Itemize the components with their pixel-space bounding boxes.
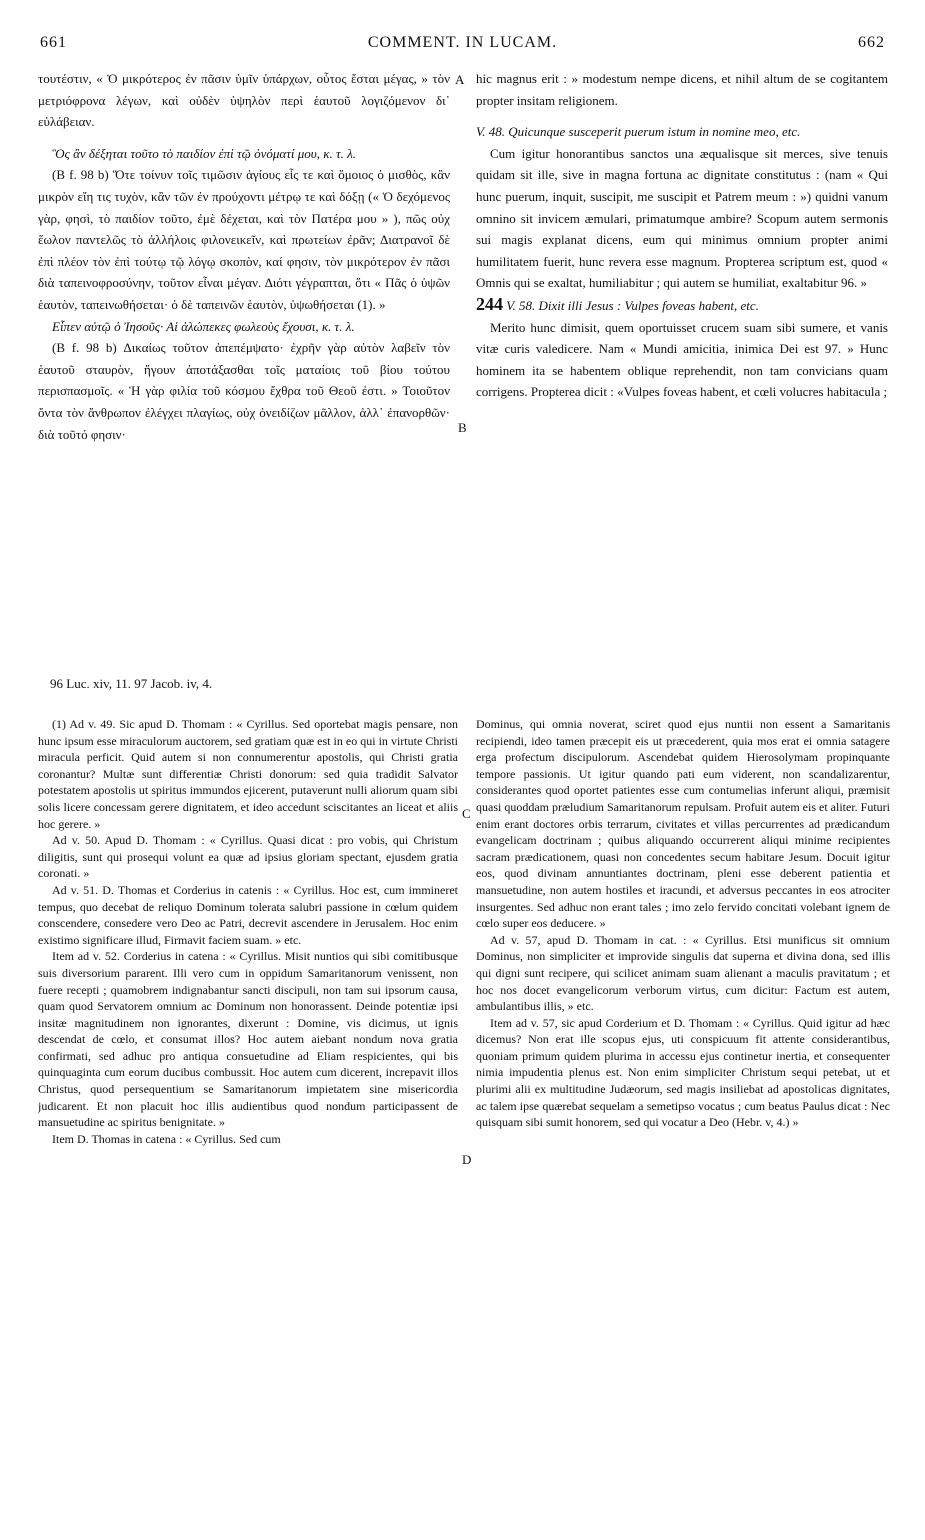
latin-lemma: V. 58. Dixit illi Jesus : Vulpes foveas habent, etc. [506,297,759,313]
note-paragraph: Ad v. 51. D. Thomas et Corderius in catenis : « Cyrillus. Hoc est, cum immineret tempus, quo decebat de reliquo Dominum tolerata salubri passione in cœlum quidem conscendere, consedere vero Deo ac Patri, decrevit ascendere in Jerusalem. Hoc enim existimo significare illud, Firmavit faciem suam. » etc. [38,882,458,947]
notes-left-column [38,716,458,1147]
note-paragraph: Ad v. 50. Apud D. Thomam : « Cyrillus. Quasi dicat : pro vobis, qui Christum diligitis, sunt qui prosequi volunt ea quæ ad ipsius gloriam spectant, ejusdem gratia coronati. » [38,833,458,881]
note-paragraph: Dominus, qui omnia noverat, sciret quod ejus nuntii non essent a Samaritanis recipiendi, ideo tamen præcepit eis ut præcederent, quia mos erat ei omnia satagere erga profectum discipulorum. Ascendebat quidem Hierosolymam propinquante tempore passionis. Ut igitur quando pati eum viderent, non scandalizarentur, considerantes quod oportet patientes esse cum contumelias inferunt aliqui, præmisit quasi quoddam præludium Samaritanorum repulsam. Profuit autem eis et aliter. Futuri enim erant doctores orbis terrarum, civitates et villas percurrentes ad prædicandum evangelicam doctrinam ; quibus aliquando occurrerent aliqui minime recipientes sacram prædicationem, quasi non concedentes secum habitare Jesum. Docuit igitur eos, quod divinam annuntiantes doctrinam, pleni esse deberent patientia et mansuetudine, non autem hostiles et iracundi, et adversus peccantes in eos atrociter insurgentes. Sed adhuc non erant tales ; imo zelo fervido concitati volebant ignem de cœlo super eos deducere. » [476,717,890,931]
greek-paragraph: (B f. 98 b) Ὅτε τοίνυν τοῖς τιμῶσιν ἁγίους εἷς τε καὶ ὅμοιος ὁ μισθὸς, κἂν μικρὸν εἴη τις τυχὸν, κἂν τῶν ἐν προύχοντι μέτρῳ τε καὶ δόξῃ (« Ὁ δεχόμενος γὰρ, φησὶ, τὸ παιδίον τοῦτο, ἐμὲ δέχεται, καὶ τὸν Πατέρα μου » ), πῶς οὐχ ἕωλον παντελῶς τὸ ἀλλήλοις φιλονεικεῖν, καὶ πρωτείων ἐρᾶν; Διατρανοῖ δὲ ἐπὶ πλέον τὸν ἐπὶ τούτῳ τῷ λόγῳ σκοπὸν, καί φησιν, τὸν μικρότερον ἐν πᾶσι διὰ ταπεινοφροσύνην, τοῦτον εἶναι μέγαν. Διότι γέγραπται, ὅτι « Πᾶς ὁ ὑψῶν ἑαυτὸν, ταπεινωθήσεται· ὁ δὲ ταπεινῶν ἑαυτὸν, ὑψωθήσεται (1). » [38,167,450,312]
latin-paragraph: hic magnus erit : » modestum nempe dicens, et nihil altum de se cogitantem propter insitam religionem. [476,71,888,108]
notes-right-column [476,716,890,1131]
left-page-number: 661 [40,34,67,51]
latin-paragraph: Merito hunc dimisit, quem oportuisset crucem suam sibi sumere, et vanis vitæ curis valedicere. Nam « Mundi amicitia, inimica Dei est 97. » Hunc hominem ita se habentem oblique reprehendit, non tam convicians quam corrigens. Propterea dicit : «Vulpes foveas habent, et cœli volucres habitacula ; [476,319,888,400]
greek-paragraph: τουτέστιν, « Ὁ μικρότερος ἐν πᾶσιν ὑμῖν ὑπάρχων, οὗτος ἔσται μέγας, » τὸν μετριόφρονα λέγων, καὶ οὐδὲν ὑψηλὸν περὶ ἑαυτοῦ λογιζόμενον δι᾽ εὐλάβειαν. [38,71,450,130]
right-page-number: 662 [858,34,885,51]
greek-lemma: Εἶπεν αὐτῷ ὁ Ἰησοῦς· Αἱ ἀλώπεκες φωλεοὺς ἔχουσι, κ. τ. λ. [52,318,355,334]
latin-paragraph: Cum igitur honorantibus sanctos una æqualisque sit merces, sive tenuis quidam sit ille, sive in magna fortuna ac dignitate constitutus : (nam « Qui hunc puerum, inquit, suscipit, me suscipit et Patrem meum : ») quidni vanum omnino sit invicem æmulari, primatumque ambire? Scopum autem sermonis sui magis explanat dicens, eum qui minimus omnium propter animi humilitatem fuerit, hunc revera esse magnum. Propterea scriptum est, quod « Omnis qui se exaltat, humiliabitur ; qui autem se humiliat, exaltabitur 96. » [476,145,888,291]
section-number: 244 [476,293,503,314]
note-paragraph: Ad v. 57, apud D. Thomam in cat. : « Cyrillus. Etsi munificus sit omnium Dominus, non simpliciter et improvide singulis dat superna et divina dona, sed illis qui digni sunt recipere, qui scilicet animam suam alienant a maculis pravitatum ; et hoc nos docet evangelicorum verborum virtus, cum dicitur: Factum est autem, ambulantibus illis, » etc. [476,932,890,1014]
margin-letter-a: A [455,72,465,87]
greek-paragraph: (B f. 98 b) Δικαίως τοῦτον ἀπεπέμψατο· ἐχρῆν γὰρ αὐτὸν λαβεῖν τὸν ἑαυτοῦ σταυρὸν, ἤγουν ἀποτάξασθαι τοῖς ματαίοις τοῦ βίου τούτου περισπασμοῖς. « Ἡ γὰρ φιλία τοῦ κόσμου ἔχθρα τοῦ Θεοῦ ἐστι. » Τοιοῦτον ὄντα τὸν ἄνθρωπον ἐλέγχει πλαγίως, οὐχ ὀνειδίζων μᾶλλον, ἀλλ᾽ ἐπανορθῶν· διὰ τοῦτό φησιν· [38,340,450,442]
latin-lemma: V. 48. Quicunque susceperit puerum istum in nomine meo, etc. [476,124,801,140]
greek-lemma: Ὃς ἂν δέξηται τοῦτο τὸ παιδίον ἐπὶ τῷ ὀνόματί μου, κ. τ. λ. [52,145,356,161]
greek-column [38,68,450,445]
latin-column [476,68,888,403]
page-header [40,34,885,58]
margin-letter-d: D [462,1152,472,1167]
margin-letter-b: B [458,420,467,435]
note-paragraph: Item ad v. 52. Corderius in catena : « Cyrillus. Misit nuntios qui sibi comitibusque suis diversorium pararent. Illi vero cum in oppidum Samaritanorum venissent, non fuere recepti ; quamobrem indignabantur sancti discipuli, non tam sui ipsorum causa, quam quod Servatorem omnium ac Dominum non honorassent. Deinde potentiæ ipsi insitæ magnitudinem non ignorantes, dixerunt : Domine, vis dicimus, ut ignis descendat de cœlo, et consumat illos? Hoc autem aiebant nondum nova gratia confirmati, sed adhuc pro antiqua consuetudine ad Eliam respicientes, qui bis quinquaginta cum eorum ducibus combussit. Hoc autem cum dicerent, increpavit illos Christus, quod persequentium se Samaritanorum impietatem sine misericordia judicarent. Et non placuit hoc illis audientibus quod nondum participassent de mansuetudine ac spiritus benignitate. » [38,949,458,1130]
note-paragraph: (1) Ad v. 49. Sic apud D. Thomam : « Cyrillus. Sed oportebat magis pensare, non hunc ipsum esse miraculorum auctorem, sed gratiam quæ est in eo qui in virtute Christi miracula perficit. Quid autem si non connumerentur apostolis, qui Christi gratia coronantur? Multæ sunt differentiæ Christi donorum: sed quia tradidit Salvator potestatem apostolis ut spiritus immundos ejicerent, putaverunt nulli aliorum quam sibi solis licere concessam gerere dignitatem, et ideo accedunt sciscitantes an liceat et aliis hoc gerere. » [38,717,458,831]
latin-lemma-block [476,294,888,317]
footnotes: 96 Luc. xiv, 11. 97 Jacob. iv, 4. [50,676,213,691]
note-paragraph: Item ad v. 57, sic apud Corderium et D. Thomam : « Cyrillus. Quid igitur ad hæc dicemus? Non erat ille scopus ejus, uti conspicuum fit attente considerantibus, quoniam primum quidem plurima in accessu ejus continetur inertia, et consequenter nimia impudentia plenus est. Non enim simpliciter Christum sequi petebat, ut et plurimi alii ex multitudine Judæorum, sed magis insiliebat ad apostolicas dignitates, ac talem ipse quærebat sequelam a semetipso vocatus ; cum beatus Paulus dicat : Nec quisquam sibi sumit honorem, sed qui vocatur a Deo (Hebr. v, 4.) » [476,1015,890,1130]
running-title: COMMENT. IN LUCAM. [367,34,558,51]
note-paragraph: Item D. Thomas in catena : « Cyrillus. Sed cum [52,1131,281,1146]
margin-letter-c: C [462,806,471,821]
